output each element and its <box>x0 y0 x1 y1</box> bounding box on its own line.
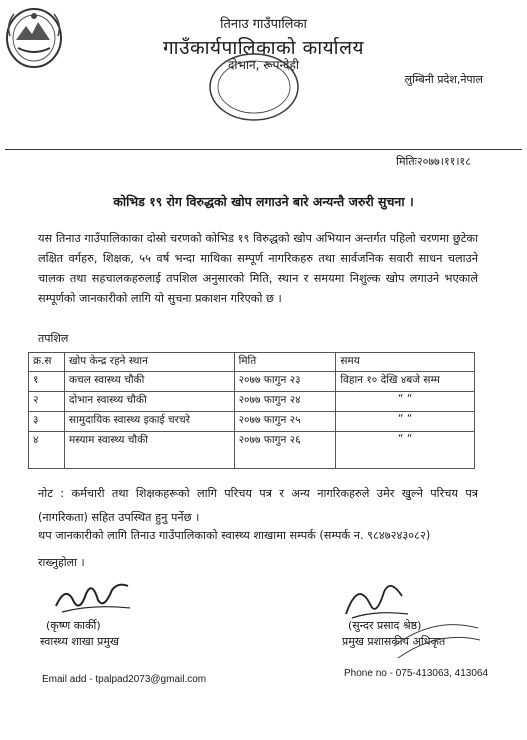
table-row <box>29 432 475 469</box>
header-province: लुम्बिनी प्रदेश,नेपाल <box>404 73 483 86</box>
closing-text: राख्नुहोला । <box>38 556 85 569</box>
cell-date: २०७७ फागुन २४ <box>234 392 336 412</box>
signatory-left-title: स्वास्थ्य शाखा प्रमुख <box>40 635 119 648</box>
cell-date: २०७७ फागुन २६ <box>234 432 336 469</box>
notice-date: मितिः२०७७।११।१८ <box>396 155 471 168</box>
header-location: दोभान, रूपन्देही <box>227 58 299 72</box>
cell-location: मस्याम स्वास्थ्य चौकी <box>64 432 234 469</box>
cell-sn: १ <box>29 372 65 392</box>
signature-left <box>52 572 134 618</box>
cell-sn: ३ <box>29 412 65 432</box>
contact-info: थप जानकारीको लागि तिनाउ गाउँपालिकाको स्वास्थ्य शाखामा सम्पर्क (सम्पर्क न. ९८४७२४३०८२) <box>38 529 431 542</box>
header-divider <box>5 149 522 150</box>
header-municipality-name: तिनाउ गाउँपालिका <box>220 17 307 32</box>
cell-time: “ “ <box>336 432 475 469</box>
column-header-sn: क्र.स <box>29 353 65 372</box>
vaccination-schedule-table <box>28 352 475 469</box>
header-office-title: गाउँकार्यपालिकाको कार्यालय <box>162 37 364 59</box>
signatory-right-title: प्रमुख प्रशासकीय अधिकृत <box>342 635 446 648</box>
table-row <box>29 392 475 412</box>
office-stamp <box>208 52 300 122</box>
table-row <box>29 372 475 392</box>
cell-sn: २ <box>29 392 65 412</box>
table-header-row <box>29 353 475 372</box>
column-header-time: समय <box>336 353 475 372</box>
cell-date: २०७७ फागुन २३ <box>234 372 336 392</box>
cell-time: “ “ <box>336 412 475 432</box>
cell-location: दोभान स्वास्थ्य चौकी <box>64 392 234 412</box>
notice-note: नोट : कर्मचारी तथा शिक्षकहरूको लागि परिचय पत्र र अन्य नागरिकहरुले उमेर खुल्ने परिचय पत्र (नागरिकता) सहित उपस्थित हुनु पर्नेछ । <box>38 487 478 524</box>
column-header-date: मिति <box>234 353 336 372</box>
column-header-location: खोप केन्द्र रहने स्थान <box>64 353 234 372</box>
cell-time: विहान १० देखि ४बजे सम्म <box>336 372 475 392</box>
notice-subject: कोभिड १९ रोग विरुद्धको खोप लगाउने बारे अन्यन्तै जरुरी सुचना । <box>113 194 414 209</box>
officer-stamp <box>384 606 484 666</box>
table-row <box>29 412 475 432</box>
notice-body: यस तिनाउ गाउँपालिकाका दोस्रो चरणको कोभिड १९ विरुद्धको खोप अभियान अन्तर्गत पहिलो चरणमा छुटेका लक्षित वर्गहरु, शिक्षक, ५५ वर्ष भन्दा माथिका सम्पूर्ण नागरिकहरु तथा सार्वजनिक सवारी साधन चलाउने चालक तथा सहचालकहरुलाई तपशिल अनुसारको मिति, स्थान र समयमा निशुल्क खोप लगाउने भएकाले सम्पूर्णको जानकारीको लागि यो सुचना प्रकाशन गरिएको छ । <box>38 232 478 305</box>
signatory-right-name: (सुन्दर प्रसाद श्रेष्ठ) <box>348 619 422 632</box>
cell-date: २०७७ फागुन २५ <box>234 412 336 432</box>
signatory-left-name: (कृष्ण कार्की) <box>46 619 101 632</box>
cell-location: सामुदायिक स्वास्थ्य इकाई चरचरे <box>64 412 234 432</box>
cell-time: “ “ <box>336 392 475 412</box>
cell-location: कचल स्वास्थ्य चौकी <box>64 372 234 392</box>
cell-sn: ४ <box>29 432 65 469</box>
footer-email: Email add - tpalpad2073@gmail.com <box>42 674 207 685</box>
footer-phone: Phone no - 075-413063, 413064 <box>344 668 489 679</box>
schedule-label: तपशिल <box>38 332 69 345</box>
